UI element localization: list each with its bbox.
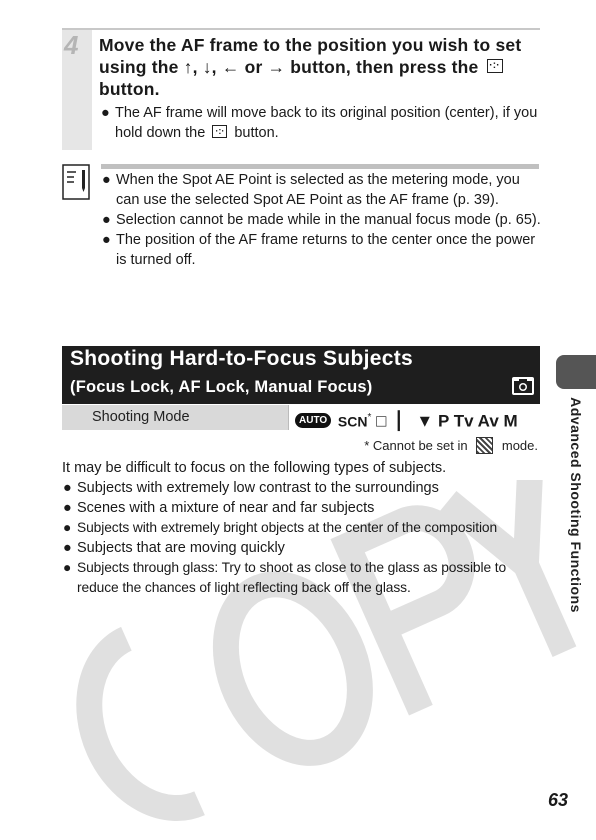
list-item [62,538,542,558]
step-bullet-part2: button. [234,125,279,141]
note-divider [101,164,539,169]
note-text: When the Spot AE Point is selected as the metering mode, you can use the selected Spot AE Point as the AF frame (p. 39). [116,172,520,208]
list-item [62,518,542,538]
footnote-text: * Cannot be set in [364,438,468,453]
stitch-mode-icon [476,437,493,454]
bullet-dot: ● [63,560,72,575]
page-number: 63 [548,790,569,810]
note-item [101,210,541,230]
camera-icon [512,377,534,395]
arrow-right-icon: → [267,57,286,77]
arrow-left-icon: ← [221,57,240,77]
step-divider [62,28,540,30]
intro-text: It may be difficult to focus on the following types of subjects. [62,460,447,476]
or-word: or [244,57,263,77]
list-item [62,498,542,518]
note-text: The position of the AF frame returns to the center once the power is turned off. [116,232,536,268]
bullet-dot: ● [102,232,111,248]
scn-mode-icon: SCN [337,413,368,430]
list-item-text: Subjects that are moving quickly [77,540,285,556]
list-item [62,478,542,498]
bullet-dot: ● [102,172,111,188]
subject-list [62,478,542,598]
step-title-part1: Move the AF frame to the position you wish to set using the [99,35,522,77]
comma: , [211,57,217,77]
bullet-dot: ● [101,105,110,121]
list-item-text: Subjects through glass: Try to shoot as close to the glass as possible to reduce the chances of light reflecting back off the glass. [77,560,507,595]
chapter-tab [556,355,596,389]
section-subtitle: (Focus Lock, AF Lock, Manual Focus) [70,378,373,396]
set-button-icon: ·:· [487,59,503,73]
section-title: Shooting Hard-to-Focus Subjects [70,347,413,370]
step-bullet-part1: The AF frame will move back to its original position (center), if you hold down the [115,105,538,141]
chapter-label: Advanced Shooting Functions [568,397,584,613]
mode-footnote [300,438,538,455]
note-icon [62,164,90,200]
step-number: 4 [64,30,79,60]
auto-mode-icon: AUTO [295,413,331,428]
note-item [101,230,541,270]
bullet-dot: ● [63,520,72,535]
bullet-dot: ● [63,500,72,516]
comma: , [192,57,198,77]
mode-icons [295,405,518,435]
bullet-dot: ● [63,480,72,496]
bullet-dot: ● [102,212,111,228]
step-bullet [100,103,555,143]
shooting-mode-label: Shooting Mode [92,409,190,425]
bullet-dot: ● [63,540,72,556]
set-button-icon: ·:· [212,125,227,138]
list-item-text: Subjects with extremely bright objects at the center of the composition [77,520,498,535]
list-item [62,558,542,598]
note-list [101,170,541,270]
footnote-text: mode. [501,438,538,453]
note-item [101,170,541,210]
arrow-down-icon: ↓ [202,57,212,77]
other-mode-icons: □▕ ▼ P Tv Av M [376,411,518,431]
step-title-part3: button. [99,79,160,99]
note-text: Selection cannot be made while in the manual focus mode (p. 65). [116,212,541,228]
list-item-text: Scenes with a mixture of near and far subjects [77,500,375,516]
scn-asterisk: * [367,412,372,423]
step-title [99,34,539,100]
step-title-part2: button, then press the [290,57,479,77]
list-item-text: Subjects with extremely low contrast to the surroundings [77,480,439,496]
arrow-up-icon: ↑ [183,57,193,77]
